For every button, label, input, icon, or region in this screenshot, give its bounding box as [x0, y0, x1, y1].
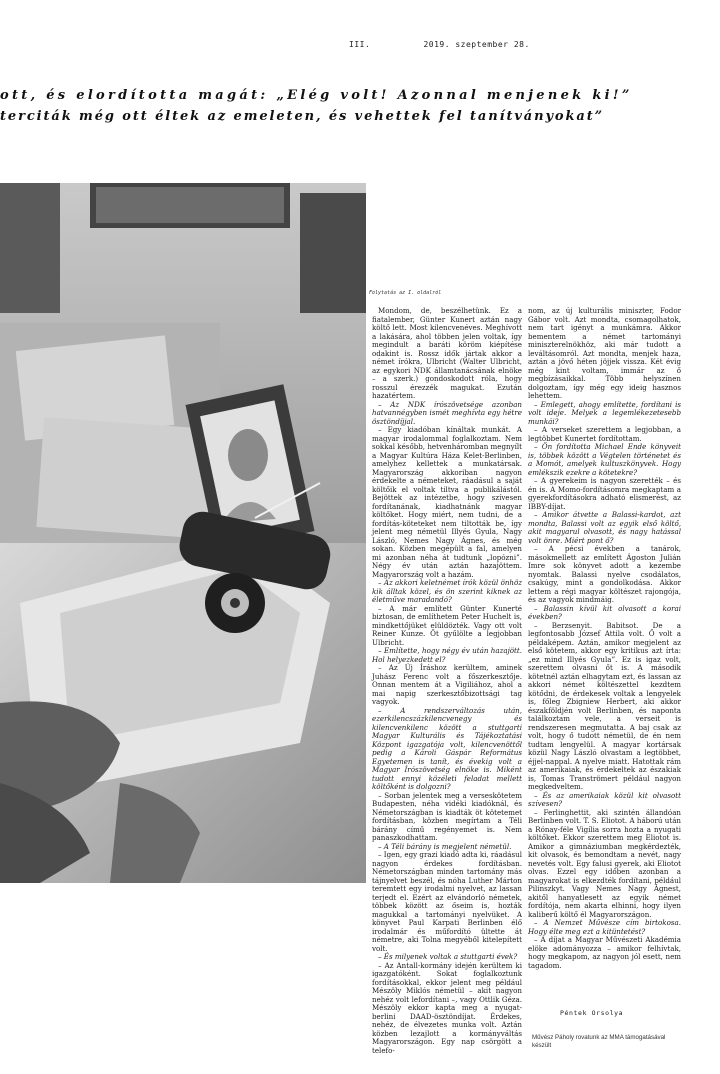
article-column-1 — [372, 307, 522, 1055]
paragraph: – Az Új Íráshoz kerültem, aminek Juhász Ferenc volt a főszerkesztője. Onnan mentem át a Vigiliához, ahol a mai napig szerkesztőbizottsági tag vagyok. — [372, 663, 522, 706]
paragraph: – Egy kiadóban kínáltak munkát. A magyar irodalommal foglalkoztam. Nem sokkal később, hetvenháromban megnyílt a Magyar Kultúra Háza Kelet-Berlinben, amelyhez kellettek a munkatársak. Magyarország akkoriban nagyon érdekelte a németeket, ráadásul a saját költőik el voltak tiltva a publikálástól. Bejöttek az intézetbe, hogy szívesen fordítanának, kiadhatnánk magyar költőket. Hogy miért, nem tudni, de a fordítás-köteteket nem tiltották be, így jelent meg németül Illyés Gyula, Nagy László, Nemes Nagy Ágnes, és még sokan. Közben megépült a fal, amelyen mi azonban néha át tudtunk „lopózni”. Négy év után aztán hazajöttem. Magyarország volt a hazám. — [372, 425, 522, 579]
paragraph: – A már említett Günter Kunerté biztosan, de említhetem Peter Huchelt is, mindkettőjüket elüldözték. Vagy ott volt Reiner Kunze. Őt gyűlölte a legjobban Ulbricht. — [372, 603, 522, 647]
question: – Ön fordította Michael Ende könyveit is, többek között a Végtelen történetet és a Momót, amelyek kultuszkönyvek. Hogy emlékszik ezekre a kötetekre? — [528, 442, 681, 477]
paragraph: – Berzsenyit. Babitsot. De a legfontosabb József Attila volt. Ő volt a példaképem. Aztán, amikor megjelent az első kötetem, akkor egy kritikus azt írta: „ez mind Illyés Gyula”. Ez is igaz volt, szerettem olvasni őt is. A második kötetnél aztán elhagytam ezt, és lassan az akkori német költészettel kezdtem kötődni, de érdekesek voltak a lengyelek is, főleg Zbigniew Herbert, aki akkor északföldjén volt Berlinben, és naponta találkoztam vele, a verseit is rendszeresen megmutatta. A baj csak az volt, hogy ő tudott németül, de én nem tudtam lengyelül. A magyar kortársak közül Nagy László olvastam a legtöbbet, éjjel-nappal. A nyelve miatt. Hatottak rám az amerikaiak, és érdekeltek az északiak is, Tomas Tranströmert például nagyon megkedveltem. — [528, 620, 681, 791]
continuation-note: Folytatás az I. oldalról — [369, 290, 442, 296]
paragraph: – A gyerekeim is nagyon szerették – és én is. A Momo-fordításomra megkaptam a gyerekfordításokra adható elismerést, az IBBY-díjat. — [528, 476, 681, 511]
question: – Az akkori keletnémet írók közül önhöz kik álltak közel, és ön szerint kiknek az életműve maradandó? — [372, 578, 522, 604]
question: – A rendszerváltozás után, ezerkilencszázkilencvenegy és kilencvenkilenc között a stuttgarti Magyar Kulturális és Tájékoztatási Központ igazgatója volt, kilencvenöttől pedig a Károli Gáspár Református Egyetemen is tanít, és évekig volt a Magyar Írószövetség elnöke is. Miként tudott ennyi közéleti feladat mellett költőként is dolgozni? — [372, 705, 522, 791]
typewriter-photo — [0, 183, 366, 883]
question: – A Téli bárány is megjelent németül. — [378, 841, 512, 851]
paragraph: – A verseket szerettem a legjobban, a legtöbbet Kunertet fordítottam. — [528, 425, 681, 443]
article-column-2 — [528, 307, 681, 970]
sponsor-footnote: Művész Páholy rovatunk az MMA támogatásával készült — [532, 1034, 666, 1049]
question: – Említette, hogy négy év után hazajött. Hol helyezkedett el? — [372, 646, 522, 664]
question: – A Nemzet Művésze cím birtokosa. Hogy élte meg ezt a kitüntetést? — [528, 918, 681, 936]
paragraph: nom, az új kulturális miniszter, Fodor Gábor volt. Azt mondta, csomagolhatok, nem tart igényt a munkámra. Akkor bementem a német tartományi miniszterelnökhöz, aki már tudott a leváltásomról. Azt mondta, menjek haza, aztán a jövő héten jöjjek vissza. Két évig még kint voltam, immár az ő megbízásaikkal. Több helyszínen dolgoztam, így még egy ideig hasznos lehettem. — [528, 306, 681, 400]
question: – Balassin kívül kit olvasott a korai években? — [528, 603, 681, 621]
question: – Amikor átvette a Balassi-kardot, azt mondta, Balassi volt az egyik első költő, akit magyarul olvasott, és nagy hatással volt önre. Miért pont ő? — [528, 510, 681, 545]
paragraph: – Ferlinghettit, aki szintén állandóan Berlinben volt. T. S. Eliotot. A háború után a Rónay-féle Vigília sorra hozta a nyugati költőket. Ekkor szerettem meg Eliotot is. Amikor a gimnáziumban megkérdezték, kit olvasok, és bemondtam a nevét, nagy nevetés volt. Egy falusi gyerek, aki Eliotot olvas. Ezzel egy időben azonban a magyarokat is elkezdték fordítani, például Pilinszkyt. Vagy Nemes Nagy Ágnest, akitől hanyatlesett az egyik német fordítója, nem akarta elhinni, hogy ilyen kaliberű költő él Magyarországon. — [528, 807, 681, 919]
paragraph: Mondom, de, beszélhetünk. Ez a fiatalember, Günter Kunert aztán nagy költő lett. Most kilencvenéves. Meghívott a lakására, ahol többen jelen voltak, így megindult a baráti köröm kiépítése odakint is. Rossz idők jártak akkor a német írókra, Ulbricht (Walter Ulbricht, az egykori NDK államtanácsának elnöke – a szerk.) gondoskodott róla, hogy rosszul érezzék magukat. Ezután hazatértem. — [372, 306, 522, 400]
paragraph: – Sorban jelentek meg a verseskötetem Budapesten, néha vidéki kiadóknál, és Németországban is kiadták öt kötetemet fordításban, közben megírtam a Téli bárány című regényemet is. Nem panaszkodhattam. — [372, 790, 522, 842]
author-signature: Péntek Orsolya — [560, 1009, 624, 1017]
pull-quote-line-1: ott, és elordította magát: „Elég volt! Azonnal menjenek ki!” — [0, 88, 633, 103]
paragraph: – Igen, egy grazi kiadó adta ki, ráadásul nagyon érdekes fordításban. Németországban minden tartomány más tájnyelvet beszél, és nóha Luther Márton teremtett egy irodalmi nyelvet, az lassan terjedt el. Ezért az elvándorló németek, többek között az őseim is, hozták magukkal a tartományi nyelvüket. A könyvet Paul Karpati Berlinben élő irodalmár és műfordító ültette át németre, aki Tolna megyéből kitelepített volt. — [372, 850, 522, 953]
question: – Az NDK írószövetsége azonban hatvannégyben ismét meghívta egy hétre ösztöndíjjal. — [372, 399, 522, 426]
page-header — [349, 40, 530, 49]
paragraph: – A pécsi években a tanárok, másokmellett az említett Ágoston Julián Imre sok könyvet adott a kezembe nyomtak. Balassi nyelve csodálatos, csakúgy, mint a gondolkodása. Akkor lettem a régi magyar költészet rajongója, és az vagyok mindmáig. — [528, 544, 681, 604]
question: – Emlegett, ahogy említette, fordítani is volt ideje. Melyek a legemlékezetesebb munkái? — [528, 399, 681, 426]
question: – És az amerikaiak közül kit olvasott szívesen? — [528, 790, 681, 808]
issue-date: 2019. szeptember 28. — [423, 40, 530, 49]
photo-illustration — [0, 183, 366, 883]
pull-quote-line-2: terciták még ott éltek az emeleten, és vehettek fel tanítványokat” — [0, 109, 605, 124]
question: – És milyenek voltak a stuttgarti évek? — [378, 952, 518, 961]
paragraph: – Az Antall-kormány idején kerültem ki igazgatóként. Sokat foglalkoztunk fordításokkal, ekkor jelent meg például Mészöly Miklós németül – akit nagyon nehéz volt lefordítani –, vagy Ottlik Géza. Mészöly ekkor kapta meg a nyugat-berlini DAAD-ösztöndíjat. Érdekes, nehéz, de élvezetes munka volt. Aztán közben lezajlott a kormányváltás Magyarországon. Egy nap csörgött a telefo- — [372, 960, 522, 1055]
paragraph: – A díjat a Magyar Művészeti Akadémia elöke adományozza – amikor felhívtak, hogy megkapom, az nagyon jól esett, nem tagadom. — [528, 935, 681, 970]
page-number: III. — [349, 40, 371, 49]
